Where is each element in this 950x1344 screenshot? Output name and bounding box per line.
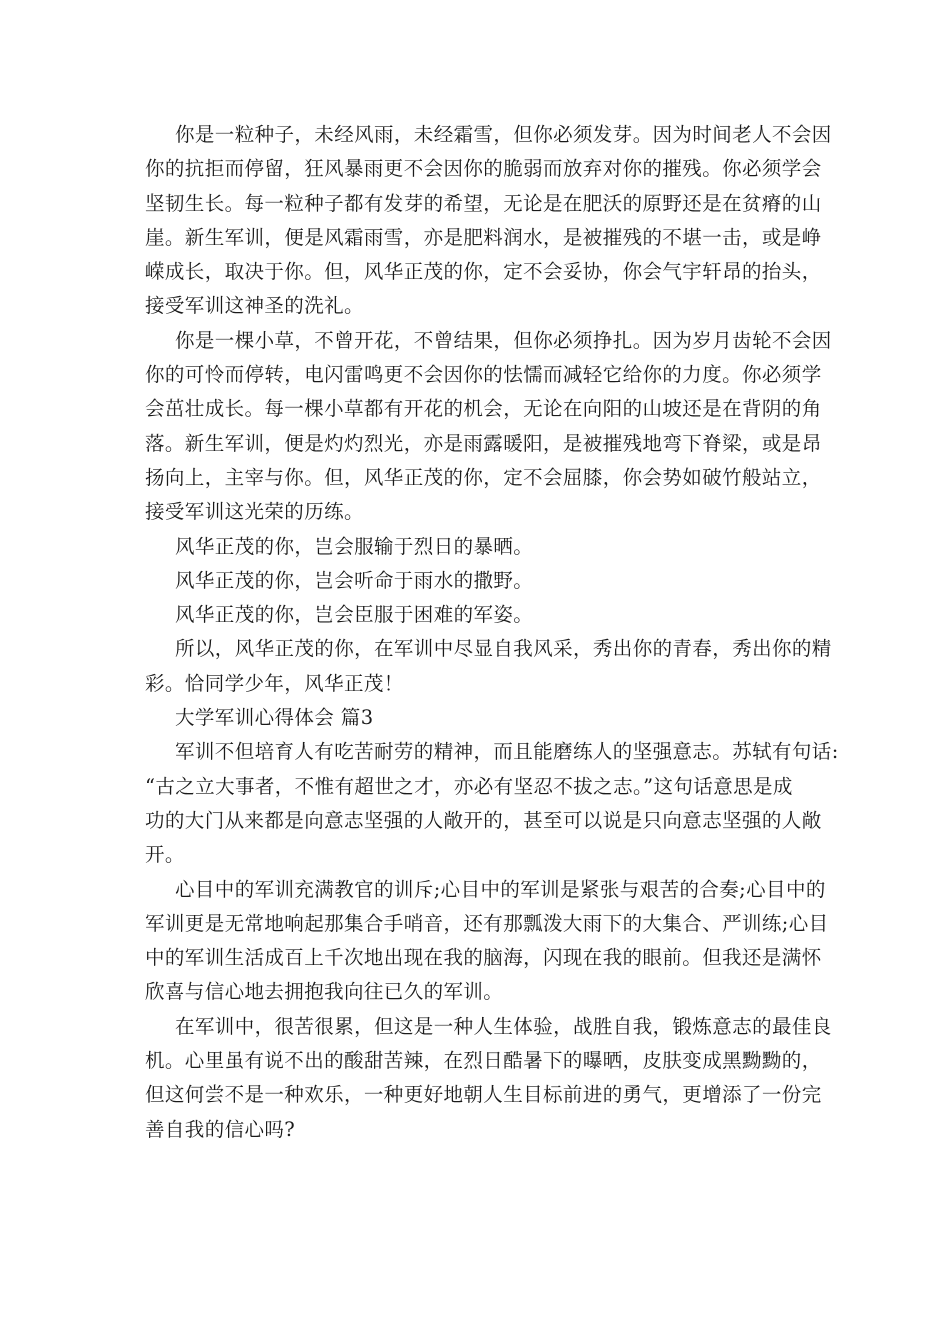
text-line: 在军训中，很苦很累，但这是一种人生体验，战胜自我，锻炼意志的最佳良 [175, 1014, 832, 1038]
text-line: 机。心里虽有说不出的酸甜苦辣，在烈日酷暑下的曝晒，皮肤变成黑黝黝的， [145, 1049, 822, 1073]
text-line: 军训不但培育人有吃苦耐劳的精神，而且能磨练人的坚强意志。苏轼有句话: [175, 740, 839, 764]
text-line: 你是一粒种子，未经风雨，未经霜雪，但你必须发芽。因为时间老人不会因 [175, 123, 832, 146]
paragraph-posture [145, 598, 810, 632]
paragraph-will [145, 735, 839, 872]
text-line: 会茁壮成长。每一棵小草都有开花的机会，无论在向阳的山坡还是在背阴的角 [145, 397, 822, 421]
text-line: 所以，风华正茂的你，在军训中尽显自我风采，秀出你的青春，秀出你的精 [175, 637, 832, 661]
paragraph-conclusion [145, 632, 832, 701]
text-line: 接受军训这神圣的洗礼。 [145, 294, 364, 318]
text-line: 你的抗拒而停留，狂风暴雨更不会因你的脆弱而放弃对你的摧残。你必须学会 [145, 157, 822, 181]
text-line: 接受军训这光荣的历练。 [145, 500, 364, 524]
paragraph-rain [145, 564, 810, 598]
paragraph-grass [145, 324, 832, 530]
text-line: 中的军训生活成百上千次地出现在我的脑海，闪现在我的眼前。但我还是满怀 [145, 946, 822, 970]
text-line: “古之立大事者，不惟有超世之才，亦必有坚忍不拔之志。”这句话意思是成 [145, 774, 793, 798]
text-line: 功的大门从来都是向意志坚强的人敞开的，甚至可以说是只向意志坚强的人敞 [145, 808, 822, 832]
text-line: 扬向上，主宰与你。但，风华正茂的你，定不会屈膝，你会势如破竹般站立， [145, 465, 822, 489]
paragraph-imagination [145, 873, 829, 1010]
text-line: 善自我的信心吗? [145, 1117, 296, 1141]
text-line: 心目中的军训充满教官的训斥;心目中的军训是紧张与艰苦的合奏;心目中的 [175, 877, 826, 901]
text-line: 风华正茂的你，岂会听命于雨水的撒野。 [175, 568, 534, 592]
text-line: 嵘成长，取决于你。但，风华正茂的你，定不会妥协，你会气宇轩昂的抬头， [145, 260, 822, 284]
text-line: 崖。新生军训，便是风霜雨雪，亦是肥料润水，是被摧残的不堪一击，或是峥 [145, 225, 822, 249]
text-line: 你是一棵小草，不曾开花，不曾结果，但你必须挣扎。因为岁月齿轮不会因 [175, 328, 832, 352]
section-title: 大学军训心得体会 篇3 [175, 706, 374, 730]
document-body [145, 118, 839, 1147]
text-line: 风华正茂的你，岂会服输于烈日的暴晒。 [175, 534, 534, 558]
text-line: 开。 [145, 843, 185, 867]
paragraph-seed [145, 118, 832, 324]
text-line: 彩。恰同学少年，风华正茂！ [145, 671, 404, 695]
paragraph-sun [145, 530, 810, 564]
text-line: 风华正茂的你，岂会臣服于困难的军姿。 [175, 603, 534, 627]
text-line: 落。新生军训，便是灼灼烈光，亦是雨露暖阳，是被摧残地弯下脊梁，或是昂 [145, 431, 822, 455]
text-line: 欣喜与信心地去拥抱我向往已久的军训。 [145, 980, 504, 1004]
text-line: 坚韧生长。每一粒种子都有发芽的希望，无论是在肥沃的原野还是在贫瘠的山 [145, 191, 822, 215]
text-line: 军训更是无常地响起那集合手哨音，还有那瓢泼大雨下的大集合、严训练;心目 [145, 911, 829, 935]
paragraph-experience [145, 1010, 832, 1147]
section-heading [145, 701, 810, 735]
text-line: 你的可怜而停转，电闪雷鸣更不会因你的怯懦而减轻它给你的力度。你必须学 [145, 363, 822, 387]
text-line: 但这何尝不是一种欢乐，一种更好地朝人生目标前进的勇气，更增添了一份完 [145, 1083, 822, 1107]
